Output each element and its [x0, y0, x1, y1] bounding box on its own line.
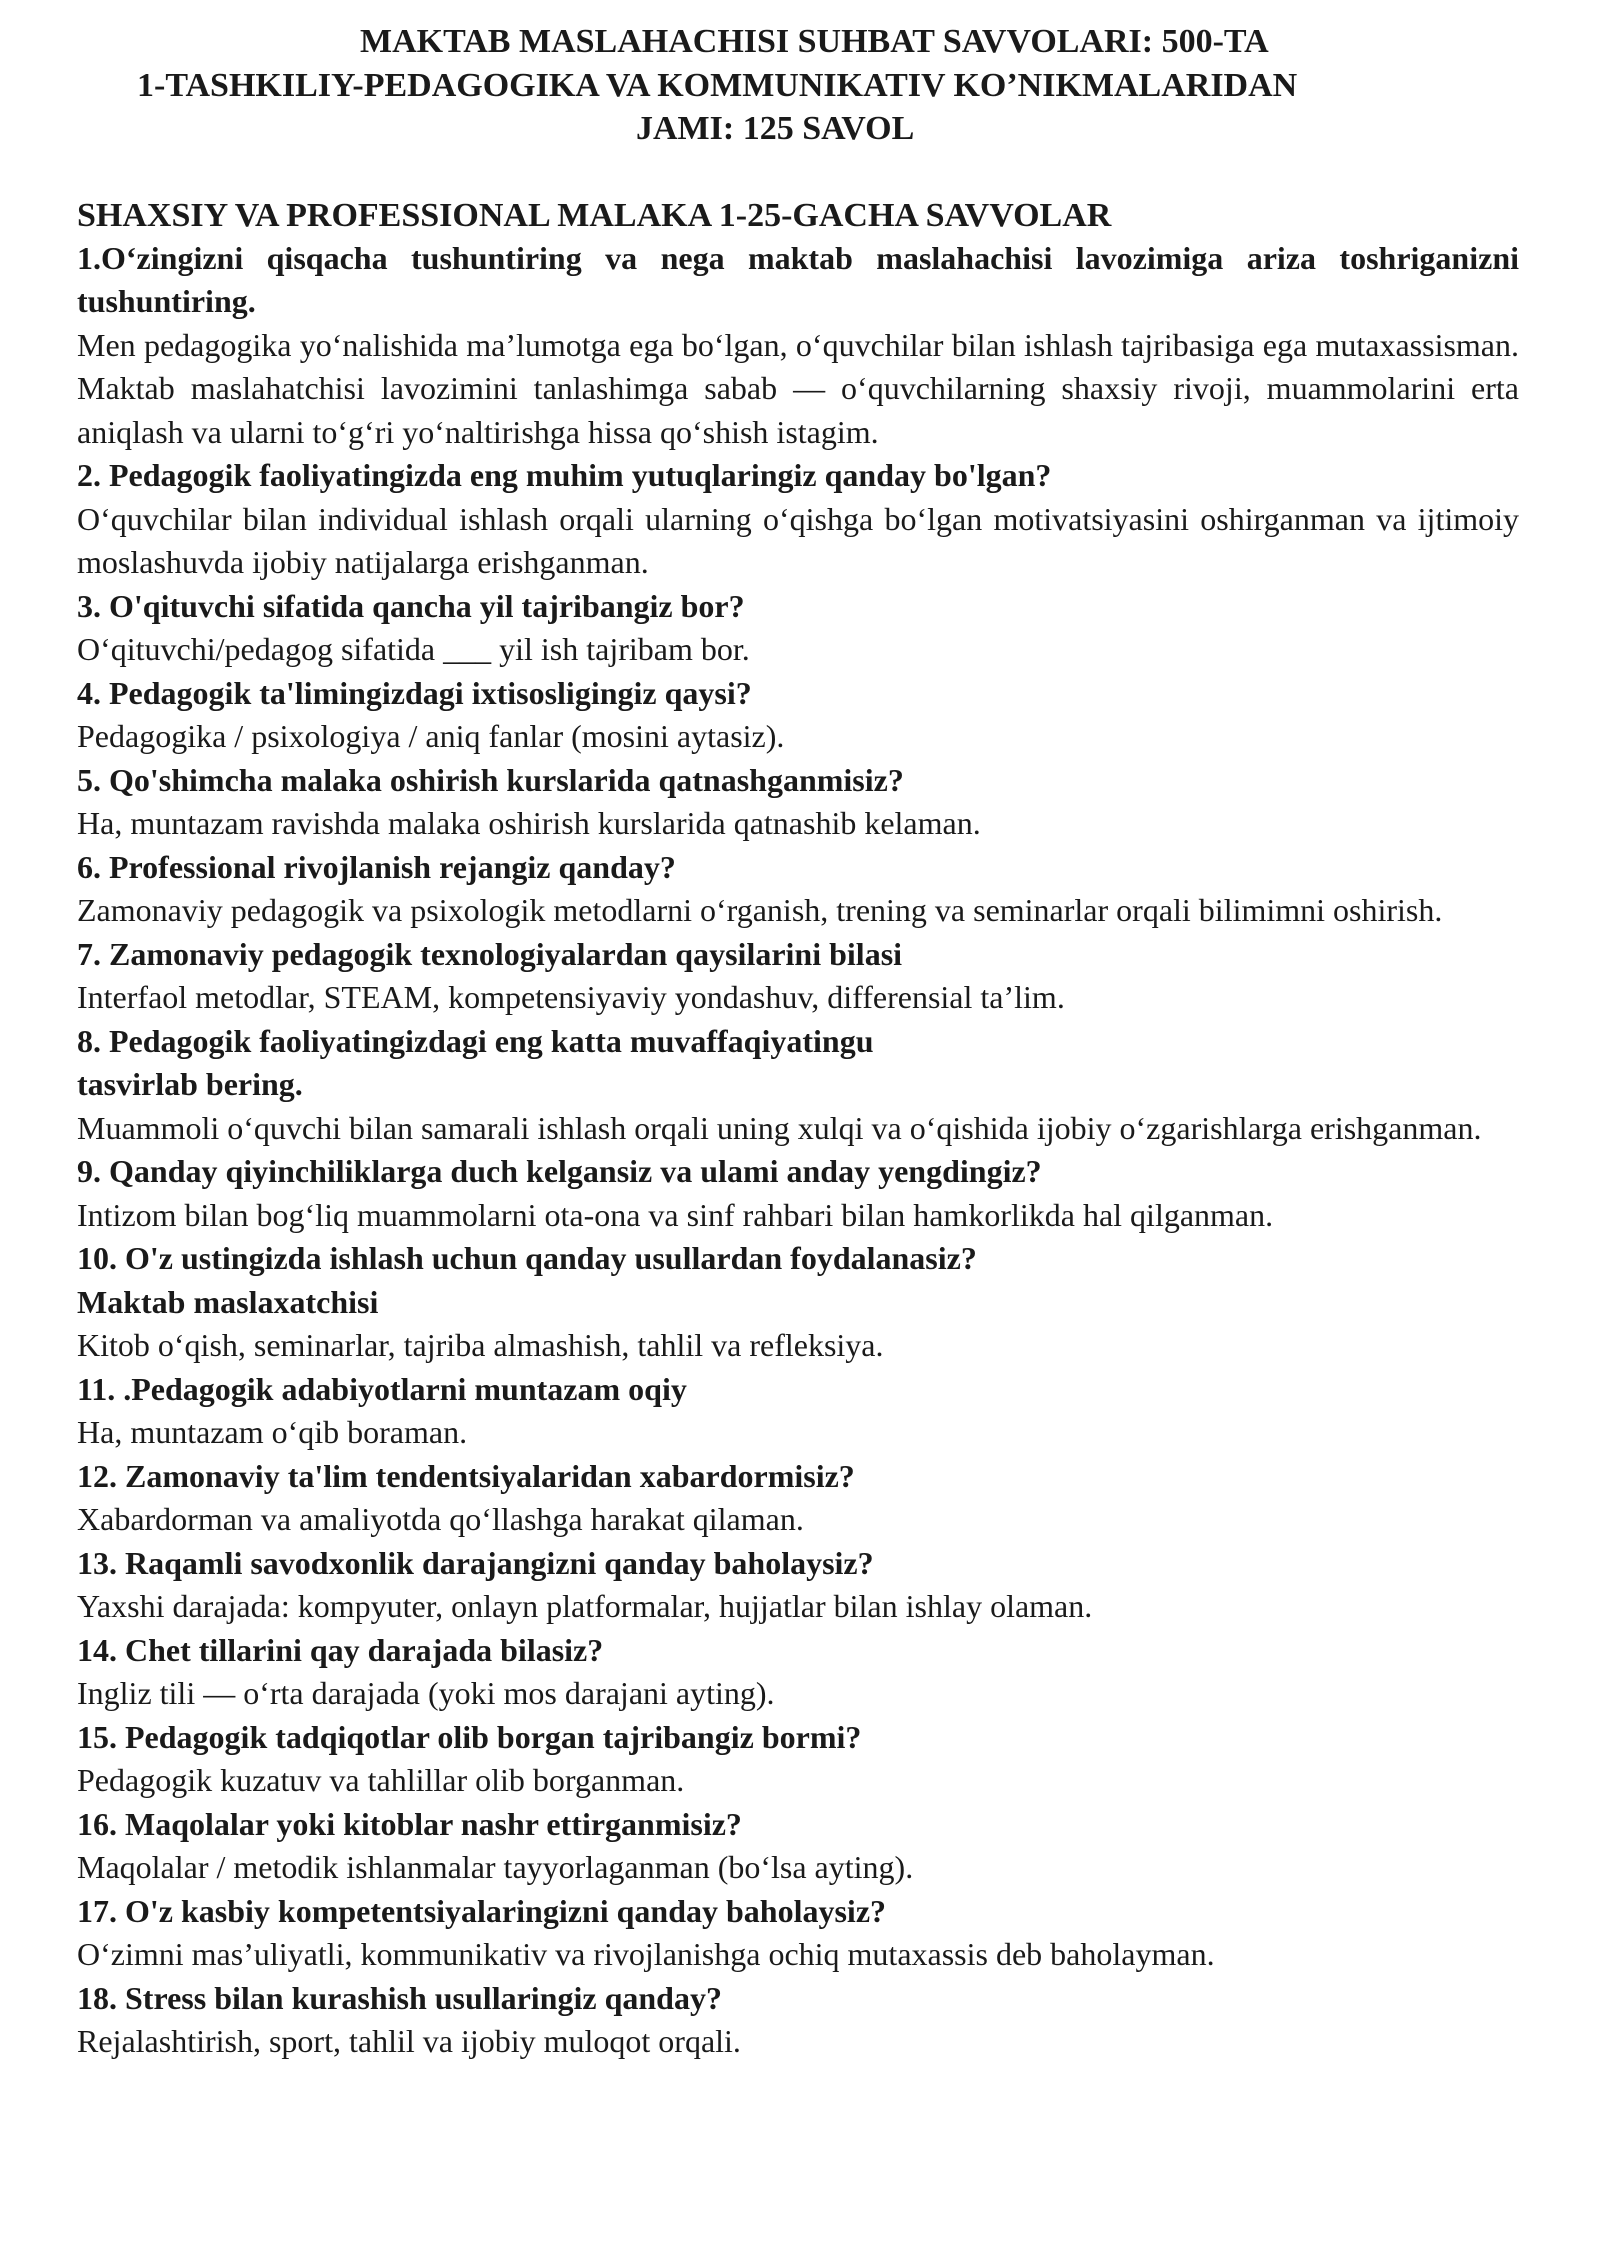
answer-11: Ha, muntazam o‘qib boraman.: [77, 1414, 468, 1450]
question-15: 15. Pedagogik tadqiqotlar olib borgan tajribangiz bormi?: [77, 1718, 862, 1755]
question-8-line-2: tasvirlab bering.: [77, 1066, 303, 1102]
answer-2: O‘quvchilar bilan individual ishlash orqali ularning o‘qishga bo‘lgan motivatsiyasini oshirganman va ijtimoiy moslashuvda ijobiy natijalarga erishganman.: [77, 500, 1519, 580]
answer-18: Rejalashtirish, sport, tahlil va ijobiy muloqot orqali.: [77, 2023, 741, 2059]
question-10-line-1: 10. O'z ustingizda ishlash uchun qanday usullardan foydalanasiz?: [77, 1240, 977, 1276]
question-12: 12. Zamonaviy ta'lim tendentsiyalaridan xabardormisiz?: [77, 1457, 855, 1494]
answer-17: O‘zimni mas’uliyatli, kommunikativ va rivojlanishga ochiq mutaxassis deb baholayman.: [77, 1936, 1215, 1972]
question-16: 16. Maqolalar yoki kitoblar nashr ettirganmisiz?: [77, 1805, 742, 1842]
document-title-line-3: JAMI: 125 SAVOL: [636, 110, 915, 147]
answer-8: Muammoli o‘quvchi bilan samarali ishlash orqali uning xulqi va o‘qishida ijobiy o‘zgarishlarga erishganman.: [77, 1109, 1482, 1146]
question-3: 3. O'qituvchi sifatida qancha yil tajribangiz bor?: [77, 587, 745, 624]
question-6: 6. Professional rivojlanish rejangiz qanday?: [77, 848, 676, 885]
question-1: 1.O‘zingizni qisqacha tushuntiring va nega maktab maslahachisi lavozimiga ariza toshriganizni tushuntiring.: [77, 239, 1519, 319]
question-9: 9. Qanday qiyinchiliklarga duch kelgansiz va ulami anday yengdingiz?: [77, 1153, 1042, 1189]
question-14: 14. Chet tillarini qay darajada bilasiz?: [77, 1631, 604, 1668]
answer-7: Interfaol metodlar, STEAM, kompetensiyaviy yondashuv, differensial ta’lim.: [77, 979, 1065, 1015]
document-title-line-2: 1-TASHKILIY-PEDAGOGIKA VA KOMMUNIKATIV KO’NIKMALARIDAN: [137, 66, 1298, 104]
document-page: [77, 20, 1519, 2064]
answer-9: Intizom bilan bog‘liq muammolarni ota-ona va sinf rahbari bilan hamkorlikda hal qilganman.: [77, 1196, 1274, 1233]
answer-6: Zamonaviy pedagogik va psixologik metodlarni o‘rganish, trening va seminarlar orqali bilimimni oshirish.: [77, 892, 1443, 928]
title-spacer: [77, 151, 1519, 194]
question-17: 17. O'z kasbiy kompetentsiyalaringizni qanday baholaysiz?: [77, 1892, 887, 1929]
document-title-line-1: MAKTAB MASLAHACHISI SUHBAT SAVVOLARI: 500-TA: [360, 23, 1269, 60]
answer-1: Men pedagogika yo‘nalishida ma’lumotga ega bo‘lgan, o‘quvchilar bilan ishlash tajribasiga ega mutaxassisman. Maktab maslahatchisi lavozimini tanlashimga sabab — o‘quvchilarning shaxsiy rivoji, muammolarini erta aniqlash va ularni to‘g‘ri yo‘naltirishga hissa qo‘shish istagim.: [77, 326, 1519, 450]
answer-13: Yaxshi darajada: kompyuter, onlayn platformalar, hujjatlar bilan ishlay olaman.: [77, 1588, 1093, 1624]
answer-15: Pedagogik kuzatuv va tahlillar olib borganman.: [77, 1762, 685, 1798]
question-7: 7. Zamonaviy pedagogik texnologiyalardan qaysilarini bilasi: [77, 935, 903, 972]
question-13: 13. Raqamli savodxonlik darajangizni qanday baholaysiz?: [77, 1544, 874, 1581]
answer-12: Xabardorman va amaliyotda qo‘llashga harakat qilaman.: [77, 1501, 804, 1537]
answer-16: Maqolalar / metodik ishlanmalar tayyorlaganman (bo‘lsa ayting).: [77, 1849, 914, 1885]
answer-14: Ingliz tili — o‘rta darajada (yoki mos darajani ayting).: [77, 1675, 775, 1711]
question-5: 5. Qo'shimcha malaka oshirish kurslarida qatnashganmisiz?: [77, 761, 904, 798]
question-18: 18. Stress bilan kurashish usullaringiz qanday?: [77, 1979, 722, 2016]
section-heading: SHAXSIY VA PROFESSIONAL MALAKA 1-25-GACHA SAVVOLAR: [77, 196, 1112, 234]
question-8-line-1: 8. Pedagogik faoliyatingizdagi eng katta muvaffaqiyatingu: [77, 1022, 874, 1059]
question-4: 4. Pedagogik ta'limingizdagi ixtisosligingiz qaysi?: [77, 674, 752, 711]
answer-10: Kitob o‘qish, seminarlar, tajriba almashish, tahlil va refleksiya.: [77, 1327, 884, 1363]
question-11: 11. .Pedagogik adabiyotlarni muntazam oqiy: [77, 1370, 687, 1407]
answer-3: O‘qituvchi/pedagog sifatida ___ yil ish tajribam bor.: [77, 631, 750, 667]
answer-4: Pedagogika / psixologiya / aniq fanlar (mosini aytasiz).: [77, 718, 785, 754]
question-2: 2. Pedagogik faoliyatingizda eng muhim yutuqlaringiz qanday bo'lgan?: [77, 457, 1052, 493]
answer-5: Ha, muntazam ravishda malaka oshirish kurslarida qatnashib kelaman.: [77, 805, 981, 841]
question-10-line-2: Maktab maslaxatchisi: [77, 1283, 379, 1320]
